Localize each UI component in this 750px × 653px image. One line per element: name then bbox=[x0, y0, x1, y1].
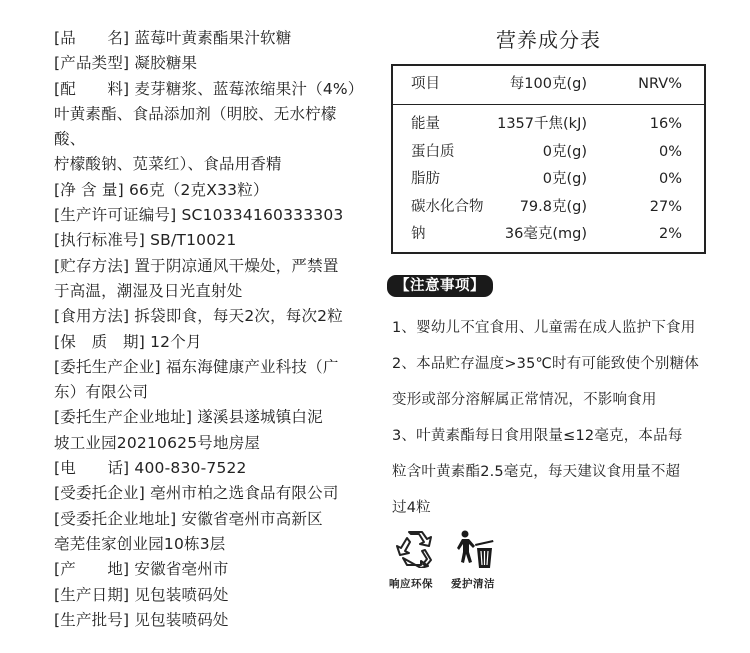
trash-label: 爱护清洁 bbox=[451, 578, 495, 590]
info-line-manufacturer: [受委托企业] 亳州市柏之选食品有限公司 bbox=[54, 484, 339, 503]
nutrition-row-protein bbox=[393, 138, 704, 166]
info-line-ingredients-1: [配 料] 麦芽糖浆、蓝莓浓缩果汁（4%） bbox=[54, 79, 364, 98]
info-line-type: [产品类型] 凝胶糖果 bbox=[54, 54, 198, 73]
header-item: 项目 bbox=[411, 76, 440, 92]
info-line-manufacturer-address-1: [受委托企业地址] 安徽省亳州市高新区 bbox=[54, 509, 323, 528]
info-line-usage: [食用方法] 拆袋即食，每天2次，每次2粒 bbox=[54, 307, 343, 326]
row-nrv: 2% bbox=[658, 226, 682, 242]
row-amount: 36毫克(mg) bbox=[504, 226, 587, 242]
notice-line: 过4粒 bbox=[392, 500, 431, 516]
recycle-label: 响应环保 bbox=[389, 578, 433, 590]
info-line-commissioner-address-2: 坡工业园20210625号地房屋 bbox=[54, 433, 261, 452]
info-line-origin: [产 地] 安徽省亳州市 bbox=[54, 560, 229, 579]
info-line-license: [生产许可证编号] SC10334160333303 bbox=[54, 206, 344, 225]
info-line-production-date: [生产日期] 见包装喷码处 bbox=[54, 585, 229, 604]
header-nrv: NRV% bbox=[638, 76, 682, 92]
row-label: 脂肪 bbox=[411, 171, 440, 187]
row-label: 蛋白质 bbox=[411, 144, 455, 160]
eco-icons bbox=[387, 530, 517, 600]
row-amount: 0克(g) bbox=[542, 171, 587, 187]
notice-line: 变形或部分溶解属正常情况，不影响食用 bbox=[392, 392, 657, 408]
info-line-commissioner-2: 东）有限公司 bbox=[54, 383, 149, 402]
info-line-commissioner-1: [委托生产企业] 福东海健康产业科技（广 bbox=[54, 357, 339, 376]
info-line-name: [品 名] 蓝莓叶黄素酯果汁软糖 bbox=[54, 29, 292, 47]
recycle-icon bbox=[395, 530, 435, 568]
notice-line: 1、婴幼儿不宜食用、儿童需在成人监护下食用 bbox=[392, 320, 696, 336]
nutrition-row-fat bbox=[393, 165, 704, 193]
row-amount: 79.8克(g) bbox=[519, 199, 587, 215]
notice-line: 2、本品贮存温度>35℃时有可能致使个别糖体 bbox=[392, 356, 700, 372]
row-label: 碳水化合物 bbox=[411, 199, 484, 215]
row-label: 钠 bbox=[411, 226, 426, 242]
nutrition-table bbox=[391, 64, 706, 254]
row-nrv: 0% bbox=[658, 171, 682, 187]
row-amount: 1357千焦(kJ) bbox=[497, 116, 587, 132]
info-line-commissioner-address-1: [委托生产企业地址] 遂溪县遂城镇白泥 bbox=[54, 408, 323, 427]
row-nrv: 0% bbox=[658, 144, 682, 160]
nutrition-row-sodium bbox=[393, 220, 704, 248]
nutrition-row-carbohydrate bbox=[393, 193, 704, 221]
notice-line: 粒含叶黄素酯2.5毫克，每天建议食用量不超 bbox=[392, 464, 681, 480]
nutrition-header-row bbox=[393, 66, 704, 105]
info-line-net-content: [净 含 量] 66克（2克X33粒） bbox=[54, 180, 269, 199]
row-amount: 0克(g) bbox=[542, 144, 587, 160]
info-line-standard: [执行标准号] SB/T10021 bbox=[54, 231, 237, 250]
product-info-panel bbox=[54, 26, 364, 633]
info-line-phone: [电 话] 400-830-7522 bbox=[54, 459, 247, 478]
info-line-batch: [生产批号] 见包装喷码处 bbox=[54, 610, 229, 629]
info-line-manufacturer-address-2: 亳芜佳家创业园10栋3层 bbox=[54, 534, 226, 553]
row-nrv: 16% bbox=[649, 116, 682, 132]
info-line-shelf-life: [保 质 期] 12个月 bbox=[54, 332, 202, 351]
info-line-storage-2: 于高温，潮湿及日光直射处 bbox=[54, 281, 243, 300]
notice-line: 3、叶黄素酯每日食用限量≤12毫克，本品每 bbox=[392, 428, 683, 444]
trash-disposal-icon bbox=[457, 530, 495, 570]
nutrition-panel bbox=[391, 26, 706, 254]
header-per-100g: 每100克(g) bbox=[509, 76, 587, 92]
info-line-storage-1: [贮存方法] 置于阴凉通风干燥处，严禁置 bbox=[54, 256, 339, 275]
nutrition-row-energy bbox=[393, 110, 704, 138]
row-nrv: 27% bbox=[649, 199, 682, 215]
info-line-ingredients-3: 柠檬酸钠、苋菜红）、食品用香精 bbox=[54, 155, 282, 174]
notice-list bbox=[392, 310, 712, 526]
notice-title-badge: 【注意事项】 bbox=[387, 275, 493, 297]
row-label: 能量 bbox=[411, 116, 440, 132]
info-line-ingredients-2: 叶黄素酯、食品添加剂（明胶、无水柠檬酸、 bbox=[54, 104, 337, 149]
nutrition-title: 营养成分表 bbox=[496, 28, 601, 52]
